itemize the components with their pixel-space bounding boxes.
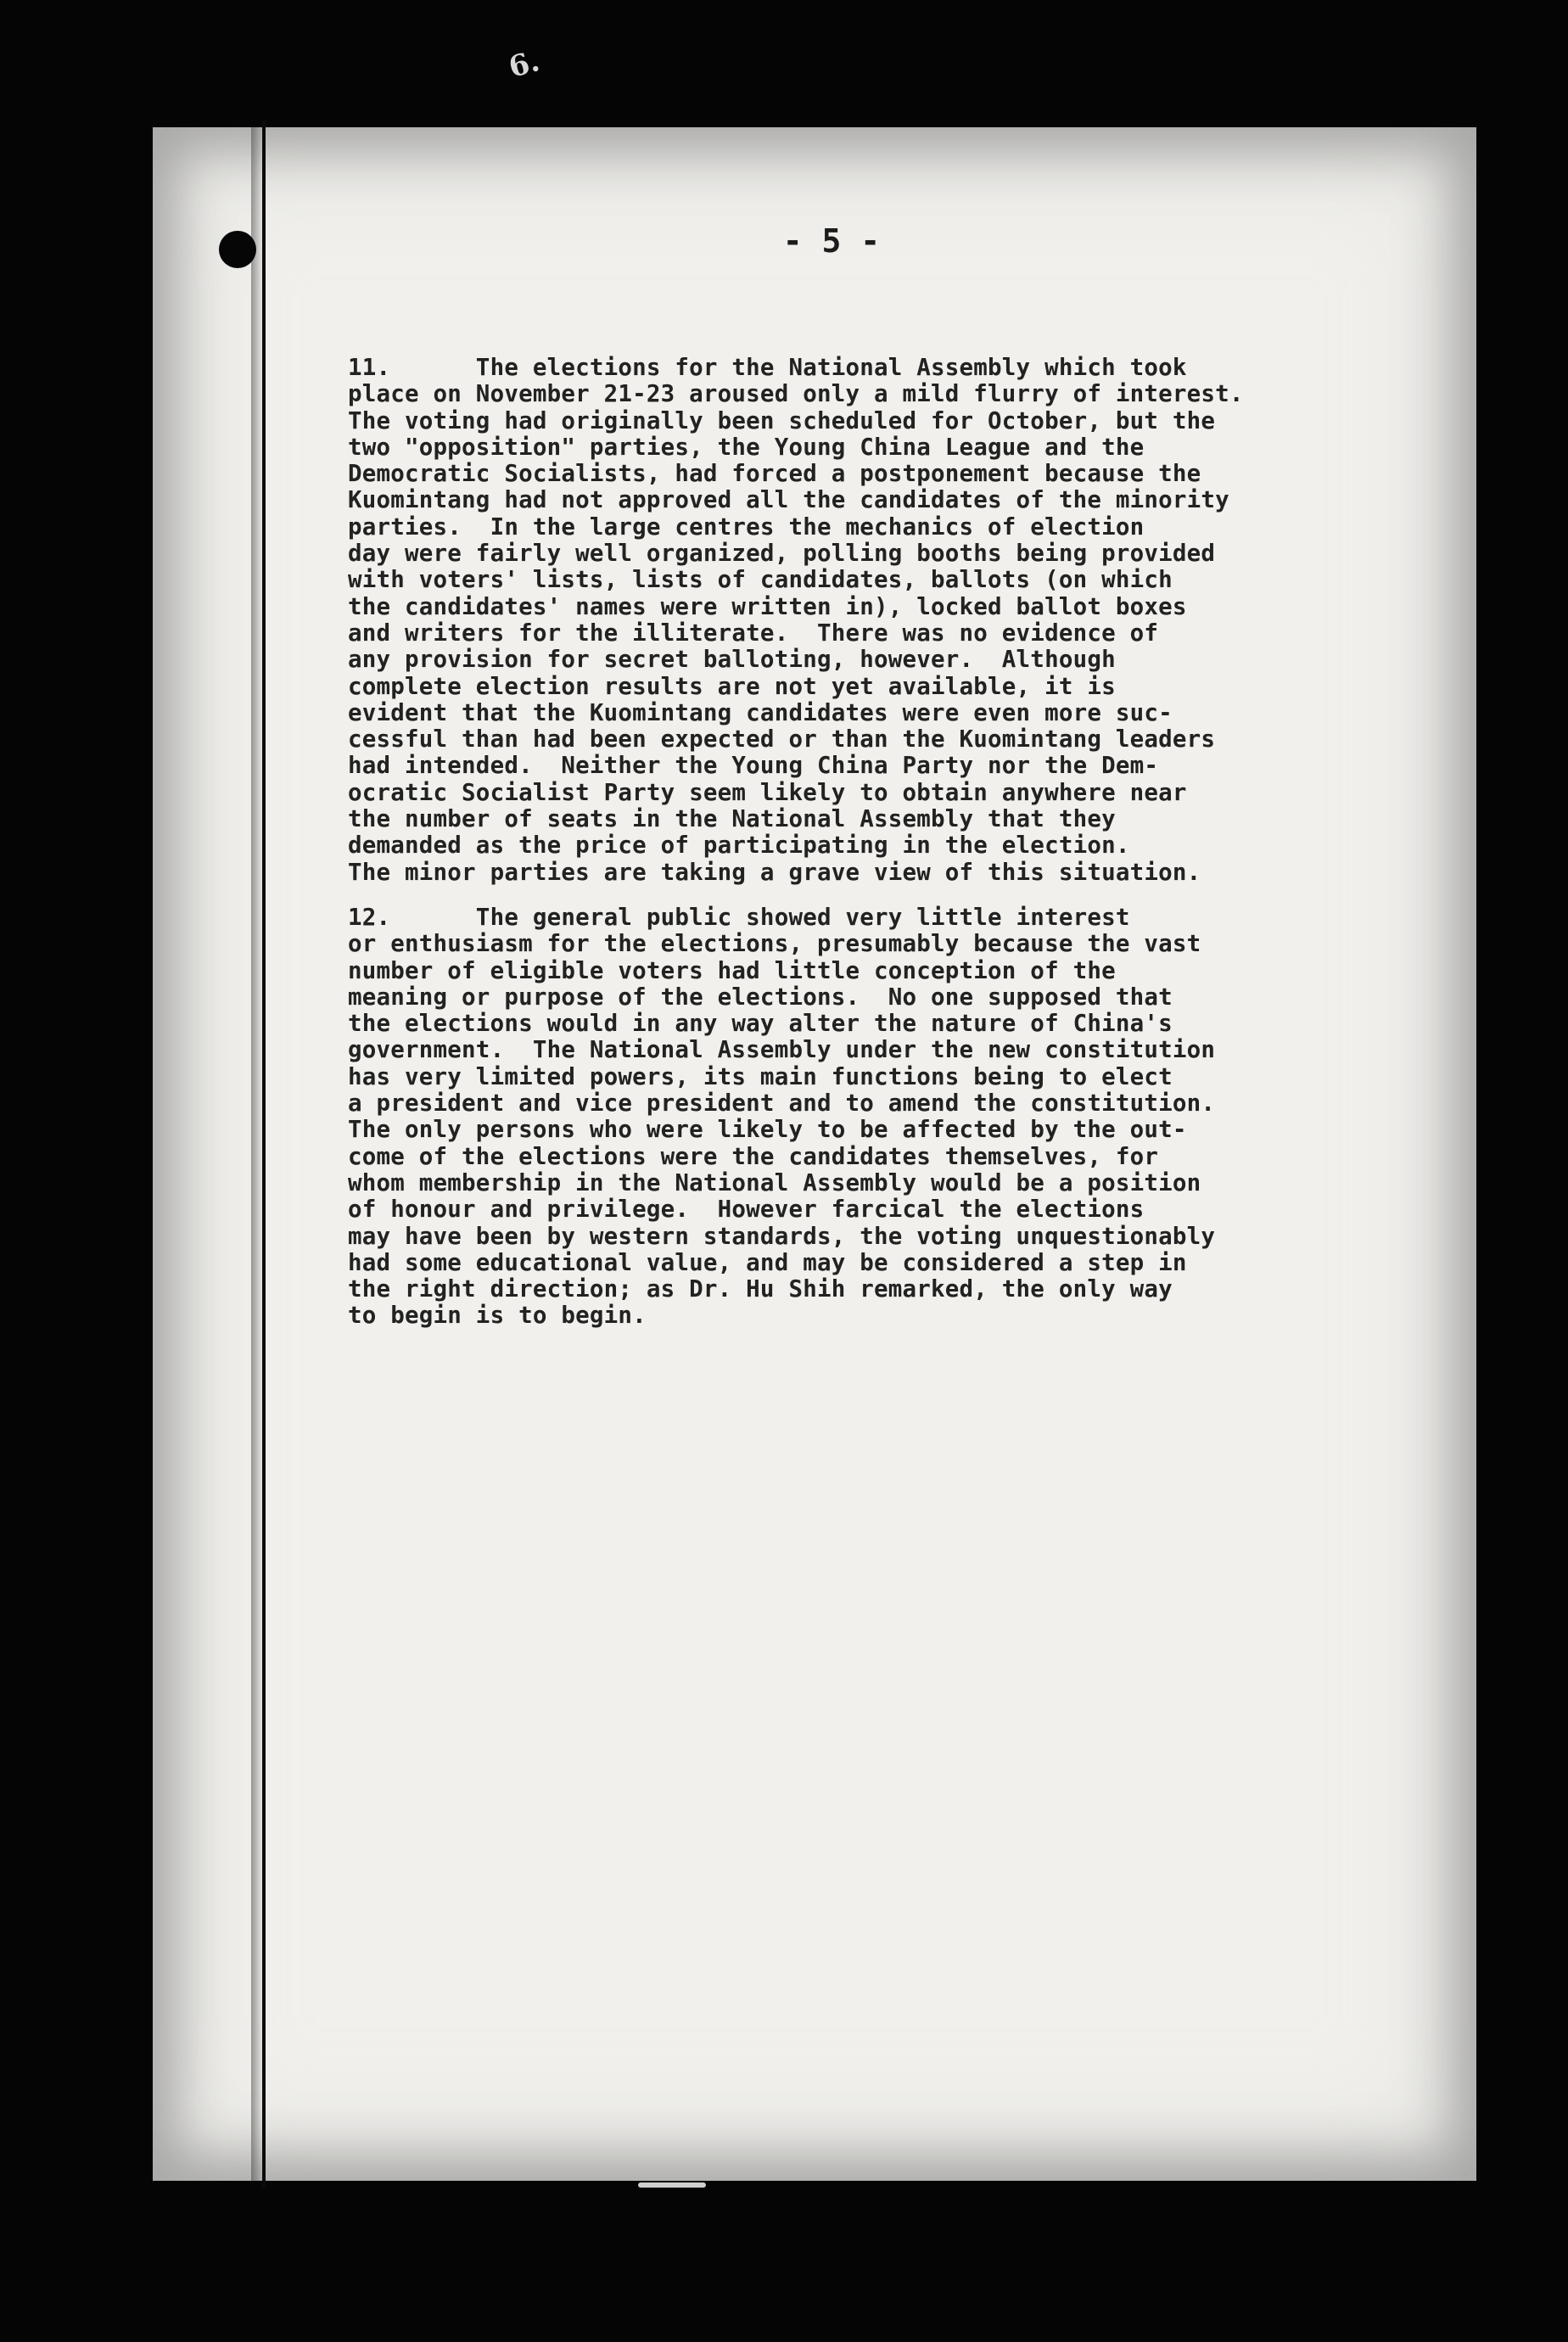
text-line: 12. The general public showed very little interest (348, 904, 1130, 931)
text-line: Kuomintang had not approved all the candidates of the minority (348, 486, 1229, 514)
text-line: whom membership in the National Assembly would be a position (348, 1168, 1201, 1196)
text-line: and writers for the illiterate. There was no evidence of (348, 619, 1159, 647)
fold-shadow (251, 127, 263, 2181)
text-line: has very limited powers, its main functions being to elect (348, 1062, 1173, 1090)
paragraph-11 (348, 355, 1366, 886)
text-line: evident that the Kuomintang candidates were even more suc- (348, 698, 1173, 726)
text-line: ocratic Socialist Party seem likely to obtain anywhere near (348, 778, 1187, 806)
paragraph-12 (348, 905, 1366, 1330)
text-line: had intended. Neither the Young China Party nor the Dem- (348, 752, 1159, 780)
text-line: number of eligible voters had little conception of the (348, 956, 1116, 984)
fold-line (262, 119, 266, 2189)
text-line: meaning or purpose of the elections. No one supposed that (348, 983, 1173, 1011)
page-number: - 5 - (782, 222, 881, 260)
text-line: cessful than had been expected or than the Kuomintang leaders (348, 726, 1216, 754)
punch-hole (219, 231, 256, 268)
text-line: demanded as the price of participating in the election. (348, 832, 1130, 860)
bottom-smudge (638, 2182, 706, 2188)
text-line: a president and vice president and to amend the constitution. (348, 1090, 1216, 1118)
text-line: the number of seats in the National Assembly that they (348, 805, 1116, 833)
text-line: The only persons who were likely to be affected by the out- (348, 1116, 1187, 1144)
text-line: or enthusiasm for the elections, presumably because the vast (348, 930, 1201, 958)
text-line: government. The National Assembly under the new constitution (348, 1036, 1216, 1064)
text-line: complete election results are not yet available, it is (348, 672, 1116, 700)
text-line: the elections would in any way alter the nature of China's (348, 1010, 1173, 1038)
text-line: The minor parties are taking a grave view of this situation. (348, 858, 1201, 886)
text-line: place on November 21-23 aroused only a mild flurry of interest. (348, 380, 1244, 408)
text-line: come of the elections were the candidates themselves, for (348, 1142, 1159, 1170)
text-line: with voters' lists, lists of candidates, ballots (on which (348, 566, 1173, 594)
text-line: two "opposition" parties, the Young China League and the (348, 433, 1145, 461)
text-line: the right direction; as Dr. Hu Shih remarked, the only way (348, 1275, 1173, 1303)
text-line: any provision for secret balloting, however. Although (348, 646, 1116, 674)
text-line: 11. The elections for the National Assembly which took (348, 354, 1187, 381)
text-line: may have been by western standards, the voting unquestionably (348, 1222, 1216, 1250)
text-line: the candidates' names were written in), locked ballot boxes (348, 592, 1187, 620)
text-line: had some educational value, and may be considered a step in (348, 1248, 1187, 1276)
text-line: parties. In the large centres the mechanics of election (348, 513, 1145, 541)
corner-mark: 6. (505, 44, 544, 85)
text-line: to begin is to begin. (348, 1302, 647, 1330)
text-line: Democratic Socialists, had forced a postponement because the (348, 460, 1201, 488)
text-line: day were fairly well organized, polling booths being provided (348, 540, 1216, 568)
text-line: The voting had originally been scheduled for October, but the (348, 406, 1216, 434)
text-line: of honour and privilege. However farcical the elections (348, 1196, 1145, 1224)
